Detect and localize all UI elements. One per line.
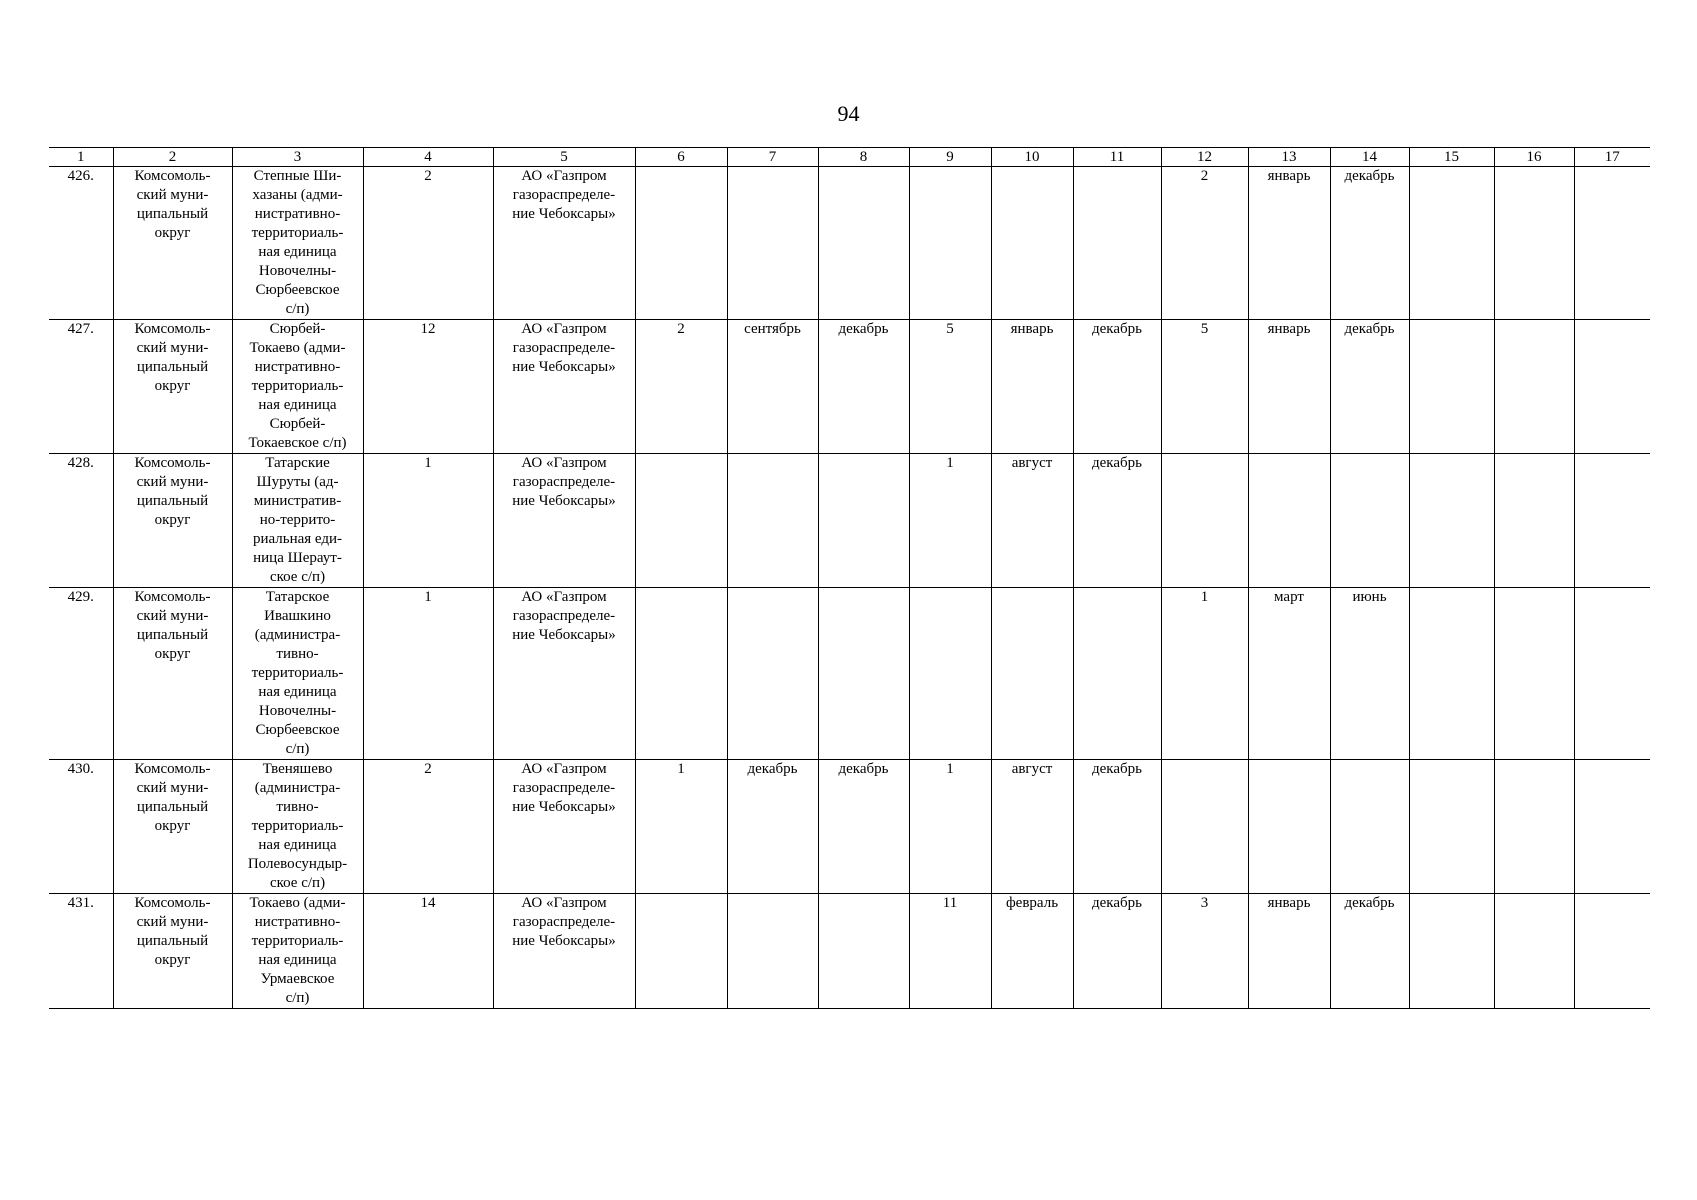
cell-line: ский муни- bbox=[136, 187, 209, 203]
cell-col-11 bbox=[1073, 167, 1161, 320]
cell-col-14 bbox=[1330, 760, 1409, 894]
cell-col-9: 1 bbox=[909, 760, 991, 894]
cell-col-3 bbox=[232, 454, 363, 588]
cell-line: ский муни- bbox=[136, 340, 209, 356]
cell-line: территориаль- bbox=[251, 665, 344, 681]
cell-line: территориаль- bbox=[251, 818, 344, 834]
cell-col-15 bbox=[1409, 167, 1494, 320]
cell-line: Токаево (адми- bbox=[249, 895, 346, 911]
cell-line: с/п) bbox=[285, 301, 310, 317]
cell-line: ское с/п) bbox=[269, 875, 326, 891]
cell-col-3 bbox=[232, 320, 363, 454]
cell-line: АО «Газпром bbox=[521, 455, 607, 471]
cell-col-8: декабрь bbox=[818, 760, 909, 894]
column-number-15: 15 bbox=[1409, 148, 1494, 167]
cell-col-13: январь bbox=[1248, 320, 1330, 454]
cell-col-8 bbox=[818, 588, 909, 760]
cell-col-8: декабрь bbox=[818, 320, 909, 454]
cell-line: с/п) bbox=[285, 741, 310, 757]
cell-col-2 bbox=[113, 167, 232, 320]
cell-line: ние Чебоксары» bbox=[512, 493, 616, 509]
cell-col-10: август bbox=[991, 454, 1073, 588]
cell-line: ский муни- bbox=[136, 474, 209, 490]
cell-col-17 bbox=[1574, 167, 1650, 320]
cell-col-6 bbox=[635, 454, 727, 588]
cell-line: Комсомоль- bbox=[134, 589, 211, 605]
cell-col-2 bbox=[113, 454, 232, 588]
cell-col-3 bbox=[232, 760, 363, 894]
cell-col-15 bbox=[1409, 760, 1494, 894]
cell-line: ципальный bbox=[136, 799, 209, 815]
cell-line: ная единица bbox=[258, 684, 337, 700]
schedule-table bbox=[49, 147, 1650, 1009]
cell-line: ная единица bbox=[258, 837, 337, 853]
cell-col-7 bbox=[727, 167, 818, 320]
cell-line: газораспределе- bbox=[512, 608, 616, 624]
cell-col-14: декабрь bbox=[1330, 167, 1409, 320]
cell-col-13 bbox=[1248, 454, 1330, 588]
cell-col-6 bbox=[635, 894, 727, 1009]
cell-col-5 bbox=[493, 320, 635, 454]
column-number-8: 8 bbox=[818, 148, 909, 167]
cell-col-5 bbox=[493, 894, 635, 1009]
table-row bbox=[49, 454, 1650, 588]
column-number-11: 11 bbox=[1073, 148, 1161, 167]
cell-col-5 bbox=[493, 167, 635, 320]
cell-line: Степные Ши- bbox=[253, 168, 342, 184]
cell-line: ние Чебоксары» bbox=[512, 799, 616, 815]
cell-col-13: январь bbox=[1248, 894, 1330, 1009]
cell-col-2 bbox=[113, 894, 232, 1009]
cell-line: АО «Газпром bbox=[521, 321, 607, 337]
cell-col-7: сентябрь bbox=[727, 320, 818, 454]
cell-line: Полевосундыр- bbox=[247, 856, 348, 872]
table-row bbox=[49, 320, 1650, 454]
cell-line: ский муни- bbox=[136, 608, 209, 624]
cell-line: округ bbox=[154, 378, 191, 394]
cell-col-17 bbox=[1574, 760, 1650, 894]
cell-col-5 bbox=[493, 588, 635, 760]
column-number-3: 3 bbox=[232, 148, 363, 167]
cell-col-16 bbox=[1494, 454, 1574, 588]
cell-line: Новочелны- bbox=[258, 263, 337, 279]
cell-col-15 bbox=[1409, 320, 1494, 454]
cell-line: ципальный bbox=[136, 933, 209, 949]
cell-col-13: март bbox=[1248, 588, 1330, 760]
cell-col-1: 429. bbox=[49, 588, 113, 760]
cell-col-10: август bbox=[991, 760, 1073, 894]
cell-line: ципальный bbox=[136, 493, 209, 509]
cell-col-10 bbox=[991, 167, 1073, 320]
cell-col-6: 2 bbox=[635, 320, 727, 454]
cell-col-16 bbox=[1494, 167, 1574, 320]
cell-col-7: декабрь bbox=[727, 760, 818, 894]
cell-col-1: 426. bbox=[49, 167, 113, 320]
column-number-17: 17 bbox=[1574, 148, 1650, 167]
cell-col-8 bbox=[818, 454, 909, 588]
cell-col-9: 11 bbox=[909, 894, 991, 1009]
table-body bbox=[49, 167, 1650, 1009]
cell-col-9: 5 bbox=[909, 320, 991, 454]
cell-col-5 bbox=[493, 760, 635, 894]
cell-col-3 bbox=[232, 894, 363, 1009]
cell-line: министратив- bbox=[253, 493, 342, 509]
cell-col-6 bbox=[635, 167, 727, 320]
cell-col-11: декабрь bbox=[1073, 760, 1161, 894]
cell-line: Токаевское с/п) bbox=[248, 435, 347, 451]
cell-col-17 bbox=[1574, 454, 1650, 588]
cell-col-12: 1 bbox=[1161, 588, 1248, 760]
cell-col-10: февраль bbox=[991, 894, 1073, 1009]
cell-line: ница Шераут- bbox=[253, 550, 342, 566]
cell-col-3 bbox=[232, 588, 363, 760]
column-number-12: 12 bbox=[1161, 148, 1248, 167]
cell-line: нистративно- bbox=[254, 359, 341, 375]
cell-line: газораспределе- bbox=[512, 780, 616, 796]
cell-line: ние Чебоксары» bbox=[512, 627, 616, 643]
cell-line: (администра- bbox=[254, 780, 341, 796]
cell-col-13: январь bbox=[1248, 167, 1330, 320]
cell-col-2 bbox=[113, 588, 232, 760]
cell-line: округ bbox=[154, 818, 191, 834]
cell-line: ципальный bbox=[136, 359, 209, 375]
cell-col-12: 2 bbox=[1161, 167, 1248, 320]
column-number-1: 1 bbox=[49, 148, 113, 167]
cell-line: хазаны (адми- bbox=[252, 187, 343, 203]
cell-line: Татарские bbox=[265, 455, 330, 471]
cell-line: газораспределе- bbox=[512, 340, 616, 356]
cell-line: ципальный bbox=[136, 627, 209, 643]
cell-col-14 bbox=[1330, 454, 1409, 588]
cell-line: тивно- bbox=[276, 799, 319, 815]
cell-line: АО «Газпром bbox=[521, 895, 607, 911]
cell-line: нистративно- bbox=[254, 206, 341, 222]
cell-col-8 bbox=[818, 167, 909, 320]
page-number: 94 bbox=[837, 101, 860, 126]
cell-col-16 bbox=[1494, 588, 1574, 760]
column-number-13: 13 bbox=[1248, 148, 1330, 167]
cell-line: ние Чебоксары» bbox=[512, 206, 616, 222]
column-number-6: 6 bbox=[635, 148, 727, 167]
cell-line: но-террито- bbox=[259, 512, 336, 528]
cell-col-7 bbox=[727, 454, 818, 588]
column-number-5: 5 bbox=[493, 148, 635, 167]
cell-col-1: 428. bbox=[49, 454, 113, 588]
column-number-row bbox=[49, 148, 1650, 167]
cell-col-16 bbox=[1494, 320, 1574, 454]
cell-col-9: 1 bbox=[909, 454, 991, 588]
cell-line: ский муни- bbox=[136, 914, 209, 930]
cell-col-3 bbox=[232, 167, 363, 320]
cell-col-13 bbox=[1248, 760, 1330, 894]
column-number-14: 14 bbox=[1330, 148, 1409, 167]
cell-line: ское с/п) bbox=[269, 569, 326, 585]
cell-line: Комсомоль- bbox=[134, 455, 211, 471]
cell-line: территориаль- bbox=[251, 225, 344, 241]
cell-col-4: 2 bbox=[363, 167, 493, 320]
cell-line: АО «Газпром bbox=[521, 589, 607, 605]
cell-col-12 bbox=[1161, 760, 1248, 894]
cell-col-12: 3 bbox=[1161, 894, 1248, 1009]
cell-line: газораспределе- bbox=[512, 914, 616, 930]
cell-col-4: 12 bbox=[363, 320, 493, 454]
cell-col-7 bbox=[727, 894, 818, 1009]
cell-line: АО «Газпром bbox=[521, 168, 607, 184]
cell-line: Токаево (адми- bbox=[249, 340, 346, 356]
column-number-16: 16 bbox=[1494, 148, 1574, 167]
cell-line: Твеняшево bbox=[262, 761, 333, 777]
cell-col-2 bbox=[113, 760, 232, 894]
cell-line: ние Чебоксары» bbox=[512, 359, 616, 375]
cell-line: ципальный bbox=[136, 206, 209, 222]
cell-col-5 bbox=[493, 454, 635, 588]
cell-col-4: 2 bbox=[363, 760, 493, 894]
column-number-2: 2 bbox=[113, 148, 232, 167]
cell-col-4: 1 bbox=[363, 588, 493, 760]
cell-col-2 bbox=[113, 320, 232, 454]
cell-col-1: 427. bbox=[49, 320, 113, 454]
cell-line: газораспределе- bbox=[512, 187, 616, 203]
cell-col-16 bbox=[1494, 760, 1574, 894]
cell-col-17 bbox=[1574, 588, 1650, 760]
cell-line: Комсомоль- bbox=[134, 321, 211, 337]
cell-col-8 bbox=[818, 894, 909, 1009]
cell-line: риальная еди- bbox=[252, 531, 343, 547]
cell-line: Шуруты (ад- bbox=[256, 474, 339, 490]
cell-col-1: 431. bbox=[49, 894, 113, 1009]
cell-line: округ bbox=[154, 225, 191, 241]
cell-col-10 bbox=[991, 588, 1073, 760]
cell-col-4: 1 bbox=[363, 454, 493, 588]
cell-line: газораспределе- bbox=[512, 474, 616, 490]
cell-line: Ивашкино bbox=[264, 608, 331, 624]
cell-line: Новочелны- bbox=[258, 703, 337, 719]
cell-line: Сюрбей- bbox=[269, 321, 326, 337]
table-row bbox=[49, 760, 1650, 894]
cell-col-14: июнь bbox=[1330, 588, 1409, 760]
cell-col-14: декабрь bbox=[1330, 320, 1409, 454]
column-number-7: 7 bbox=[727, 148, 818, 167]
column-number-10: 10 bbox=[991, 148, 1073, 167]
cell-line: АО «Газпром bbox=[521, 761, 607, 777]
cell-line: ная единица bbox=[258, 952, 337, 968]
cell-line: Сюрбеевское bbox=[255, 282, 340, 298]
cell-col-9 bbox=[909, 588, 991, 760]
cell-col-12: 5 bbox=[1161, 320, 1248, 454]
cell-line: округ bbox=[154, 646, 191, 662]
cell-line: ная единица bbox=[258, 244, 337, 260]
cell-line: нистративно- bbox=[254, 914, 341, 930]
column-number-9: 9 bbox=[909, 148, 991, 167]
cell-line: Комсомоль- bbox=[134, 895, 211, 911]
cell-col-15 bbox=[1409, 588, 1494, 760]
cell-col-17 bbox=[1574, 894, 1650, 1009]
cell-col-11: декабрь bbox=[1073, 320, 1161, 454]
cell-col-6: 1 bbox=[635, 760, 727, 894]
cell-line: тивно- bbox=[276, 646, 319, 662]
cell-line: (администра- bbox=[254, 627, 341, 643]
cell-col-1: 430. bbox=[49, 760, 113, 894]
cell-line: ная единица bbox=[258, 397, 337, 413]
cell-col-11 bbox=[1073, 588, 1161, 760]
cell-line: Комсомоль- bbox=[134, 168, 211, 184]
cell-col-11: декабрь bbox=[1073, 894, 1161, 1009]
cell-col-15 bbox=[1409, 894, 1494, 1009]
cell-line: территориаль- bbox=[251, 378, 344, 394]
cell-line: округ bbox=[154, 512, 191, 528]
cell-col-10: январь bbox=[991, 320, 1073, 454]
cell-col-16 bbox=[1494, 894, 1574, 1009]
table-row bbox=[49, 894, 1650, 1009]
cell-col-9 bbox=[909, 167, 991, 320]
cell-col-14: декабрь bbox=[1330, 894, 1409, 1009]
table-row bbox=[49, 588, 1650, 760]
cell-col-11: декабрь bbox=[1073, 454, 1161, 588]
cell-col-6 bbox=[635, 588, 727, 760]
cell-line: с/п) bbox=[285, 990, 310, 1006]
cell-line: округ bbox=[154, 952, 191, 968]
column-number-4: 4 bbox=[363, 148, 493, 167]
cell-line: Сюрбеевское bbox=[255, 722, 340, 738]
cell-line: Комсомоль- bbox=[134, 761, 211, 777]
cell-line: Татарское bbox=[265, 589, 330, 605]
cell-line: Урмаевское bbox=[260, 971, 335, 987]
cell-line: территориаль- bbox=[251, 933, 344, 949]
cell-col-17 bbox=[1574, 320, 1650, 454]
cell-line: ние Чебоксары» bbox=[512, 933, 616, 949]
cell-col-15 bbox=[1409, 454, 1494, 588]
cell-line: ский муни- bbox=[136, 780, 209, 796]
cell-col-12 bbox=[1161, 454, 1248, 588]
cell-line: Сюрбей- bbox=[269, 416, 326, 432]
cell-col-7 bbox=[727, 588, 818, 760]
table-row bbox=[49, 167, 1650, 320]
cell-col-4: 14 bbox=[363, 894, 493, 1009]
